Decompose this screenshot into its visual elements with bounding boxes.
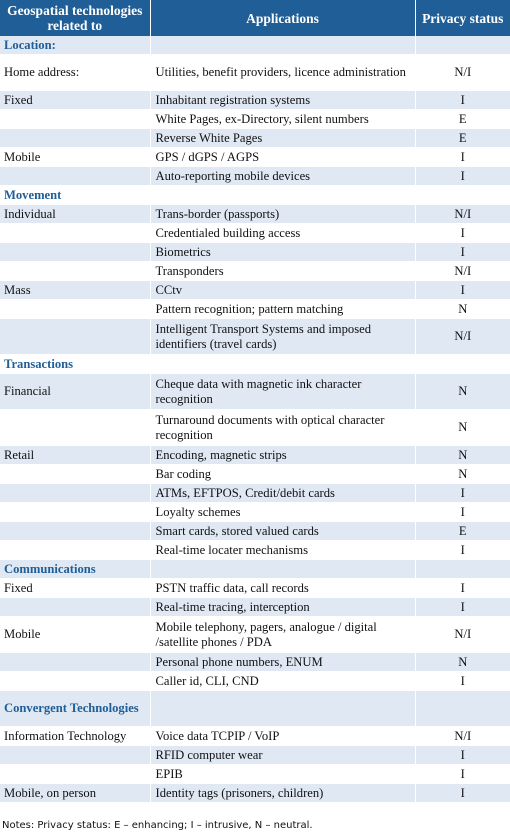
privacy-status-cell: E — [415, 110, 510, 129]
table-row — [0, 617, 510, 653]
header-technologies: Geospatial technologies related to — [0, 0, 150, 36]
table-row — [0, 522, 510, 541]
table-row — [0, 446, 510, 465]
technology-cell — [0, 541, 150, 560]
table-row — [0, 129, 510, 148]
table-row — [0, 579, 510, 598]
application-cell: Mobile telephony, pagers, analogue / digital /satellite phones / PDA — [150, 617, 415, 653]
application-cell: Voice data TCPIP / VoIP — [150, 727, 415, 746]
technology-cell — [0, 110, 150, 129]
application-cell: Identity tags (prisoners, children) — [150, 784, 415, 803]
privacy-status-cell: I — [415, 91, 510, 110]
technology-cell: Information Technology — [0, 727, 150, 746]
technology-cell — [0, 746, 150, 765]
technology-cell — [0, 484, 150, 503]
table-row — [0, 410, 510, 446]
application-cell: Trans-border (passports) — [150, 205, 415, 224]
application-cell: Loyalty schemes — [150, 503, 415, 522]
privacy-status-cell: I — [415, 541, 510, 560]
technology-cell: Individual — [0, 205, 150, 224]
table-row — [0, 91, 510, 110]
technology-cell — [0, 410, 150, 446]
privacy-status-cell: I — [415, 167, 510, 186]
privacy-status-cell: E — [415, 129, 510, 148]
application-cell: CCtv — [150, 281, 415, 300]
technology-cell: Mobile — [0, 148, 150, 167]
privacy-status-cell: I — [415, 281, 510, 300]
privacy-status-cell — [415, 186, 510, 205]
section-title: Convergent Technologies — [0, 691, 150, 727]
privacy-status-cell: N/I — [415, 617, 510, 653]
table-row — [0, 281, 510, 300]
table-row — [0, 110, 510, 129]
section-row — [0, 691, 510, 727]
technology-cell — [0, 503, 150, 522]
application-cell: Turnaround documents with optical character recognition — [150, 410, 415, 446]
table-row — [0, 465, 510, 484]
privacy-status-cell: N — [415, 374, 510, 410]
table-row — [0, 205, 510, 224]
privacy-status-cell: I — [415, 503, 510, 522]
privacy-status-cell: N/I — [415, 727, 510, 746]
section-title: Movement — [0, 186, 150, 205]
privacy-status-cell — [415, 560, 510, 579]
table-row — [0, 598, 510, 617]
table-row — [0, 784, 510, 803]
application-cell: Personal phone numbers, ENUM — [150, 653, 415, 672]
section-title: Transactions — [0, 355, 150, 374]
technology-cell — [0, 522, 150, 541]
technology-cell — [0, 765, 150, 784]
privacy-status-cell: N/I — [415, 262, 510, 281]
application-cell — [150, 186, 415, 205]
table-row — [0, 374, 510, 410]
privacy-status-cell: I — [415, 148, 510, 167]
table-row — [0, 224, 510, 243]
privacy-status-cell: I — [415, 746, 510, 765]
privacy-status-cell: N/I — [415, 55, 510, 91]
application-cell: Inhabitant registration systems — [150, 91, 415, 110]
technology-cell: Fixed — [0, 91, 150, 110]
table-row — [0, 167, 510, 186]
section-row — [0, 560, 510, 579]
technology-cell — [0, 224, 150, 243]
application-cell: Bar coding — [150, 465, 415, 484]
table-row — [0, 300, 510, 319]
technology-cell — [0, 672, 150, 691]
application-cell — [150, 560, 415, 579]
technology-cell: Fixed — [0, 579, 150, 598]
technology-cell: Mobile — [0, 617, 150, 653]
table-header-row — [0, 0, 510, 36]
table-body — [0, 36, 510, 803]
privacy-status-cell: N — [415, 465, 510, 484]
application-cell: Real-time tracing, interception — [150, 598, 415, 617]
application-cell: Credentialed building access — [150, 224, 415, 243]
table-row — [0, 262, 510, 281]
application-cell: RFID computer wear — [150, 746, 415, 765]
application-cell: Pattern recognition; pattern matching — [150, 300, 415, 319]
application-cell: White Pages, ex-Directory, silent numbers — [150, 110, 415, 129]
privacy-status-cell: I — [415, 765, 510, 784]
application-cell: Real-time locater mechanisms — [150, 541, 415, 560]
privacy-status-cell: I — [415, 224, 510, 243]
technology-cell: Retail — [0, 446, 150, 465]
technology-cell — [0, 262, 150, 281]
privacy-status-cell: I — [415, 484, 510, 503]
privacy-status-cell: N/I — [415, 205, 510, 224]
application-cell: EPIB — [150, 765, 415, 784]
table-row — [0, 727, 510, 746]
application-cell — [150, 36, 415, 55]
application-cell: Reverse White Pages — [150, 129, 415, 148]
table-row — [0, 503, 510, 522]
privacy-status-cell: N — [415, 653, 510, 672]
privacy-status-cell: N — [415, 300, 510, 319]
technology-cell — [0, 653, 150, 672]
application-cell: GPS / dGPS / AGPS — [150, 148, 415, 167]
application-cell: Transponders — [150, 262, 415, 281]
privacy-status-cell: I — [415, 784, 510, 803]
technology-cell — [0, 129, 150, 148]
technology-cell — [0, 465, 150, 484]
application-cell: ATMs, EFTPOS, Credit/debit cards — [150, 484, 415, 503]
table-notes: Notes: Privacy status: E – enhancing; I – intrusive, N – neutral. — [2, 820, 313, 831]
application-cell: PSTN traffic data, call records — [150, 579, 415, 598]
application-cell: Utilities, benefit providers, licence administration — [150, 55, 415, 91]
table-row — [0, 746, 510, 765]
technology-cell: Home address: — [0, 55, 150, 91]
table-row — [0, 541, 510, 560]
section-row — [0, 355, 510, 374]
header-applications: Applications — [150, 0, 415, 36]
table-row — [0, 148, 510, 167]
privacy-status-cell: N — [415, 446, 510, 465]
technology-cell: Mobile, on person — [0, 784, 150, 803]
section-title: Location: — [0, 36, 150, 55]
technology-cell — [0, 598, 150, 617]
technology-cell — [0, 167, 150, 186]
privacy-status-cell — [415, 355, 510, 374]
section-row — [0, 186, 510, 205]
technology-cell — [0, 300, 150, 319]
privacy-status-cell: N — [415, 410, 510, 446]
application-cell: Intelligent Transport Systems and imposed identifiers (travel cards) — [150, 319, 415, 355]
privacy-status-cell: I — [415, 243, 510, 262]
application-cell: Cheque data with magnetic ink character recognition — [150, 374, 415, 410]
table-row — [0, 55, 510, 91]
application-cell: Encoding, magnetic strips — [150, 446, 415, 465]
header-privacy-status: Privacy status — [415, 0, 510, 36]
technology-cell — [0, 319, 150, 355]
application-cell: Auto-reporting mobile devices — [150, 167, 415, 186]
application-cell — [150, 355, 415, 374]
section-row — [0, 36, 510, 55]
application-cell: Smart cards, stored valued cards — [150, 522, 415, 541]
application-cell: Caller id, CLI, CND — [150, 672, 415, 691]
table-row — [0, 653, 510, 672]
privacy-status-cell: I — [415, 672, 510, 691]
table-row — [0, 765, 510, 784]
privacy-status-cell — [415, 36, 510, 55]
table-row — [0, 243, 510, 262]
privacy-status-cell: N/I — [415, 319, 510, 355]
privacy-status-cell: I — [415, 579, 510, 598]
table-row — [0, 484, 510, 503]
table-row — [0, 319, 510, 355]
privacy-status-cell — [415, 691, 510, 727]
privacy-status-cell: I — [415, 598, 510, 617]
application-cell: Biometrics — [150, 243, 415, 262]
table-row — [0, 672, 510, 691]
application-cell — [150, 691, 415, 727]
technology-cell: Mass — [0, 281, 150, 300]
technology-cell: Financial — [0, 374, 150, 410]
section-title: Communications — [0, 560, 150, 579]
privacy-status-cell: E — [415, 522, 510, 541]
technology-cell — [0, 243, 150, 262]
